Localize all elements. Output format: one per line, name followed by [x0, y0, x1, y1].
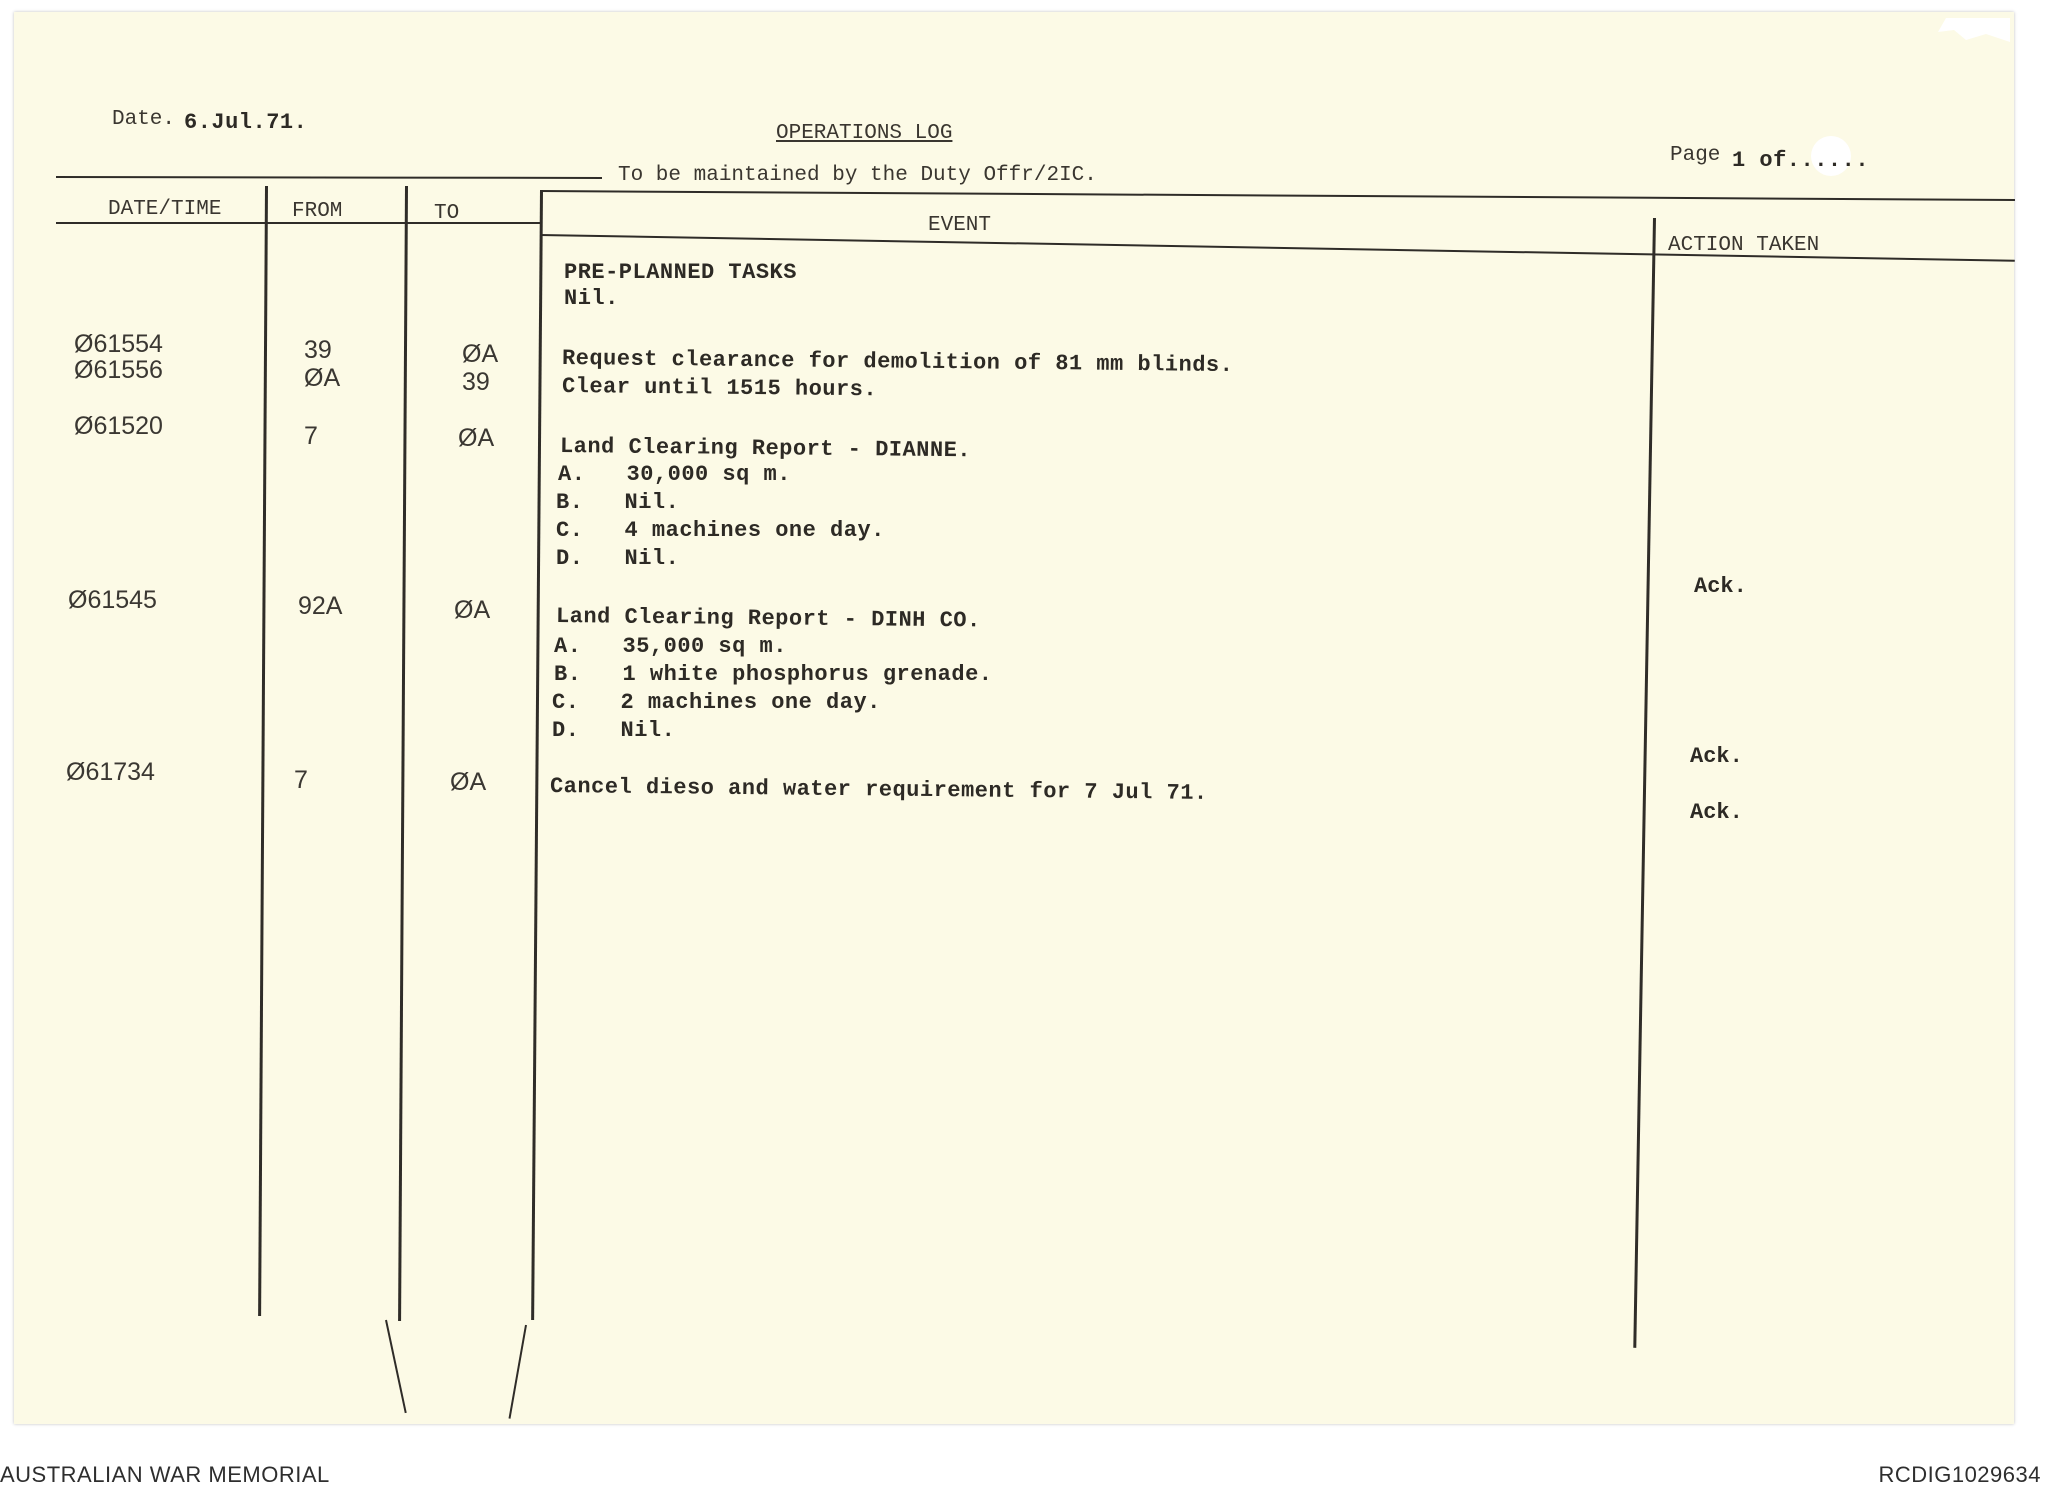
entry-from: 7: [294, 766, 308, 794]
page-number: 1 of......: [1732, 148, 1870, 173]
preplanned-value: Nil.: [564, 286, 619, 311]
entry-time: Ø61520: [74, 412, 163, 440]
torn-corner: [1930, 18, 2010, 58]
entry-event: Land Clearing Report - DIANNE.: [559, 434, 972, 464]
entry-to: ØA: [454, 596, 491, 624]
page-label: Page: [1670, 144, 1721, 167]
entry-event: Request clearance for demolition of 81 mm blinds.: [561, 346, 1234, 379]
entry-item: A. 30,000 sq m.: [558, 462, 791, 487]
entry-item: C. 4 machines one day.: [556, 518, 885, 543]
entry-time: Ø61734: [66, 758, 155, 786]
entry-event: Cancel dieso and water requirement for 7 Jul 71.: [549, 774, 1208, 806]
column-header-to: TO: [434, 202, 460, 225]
entry-item: D. Nil.: [552, 718, 676, 743]
column-header-event: EVENT: [928, 214, 992, 237]
entry-item: D. Nil.: [556, 546, 680, 571]
footer-catalogue-id: RCDIG1029634: [1878, 1462, 2041, 1487]
action-ack: Ack.: [1694, 574, 1747, 599]
entry-time: Ø61556: [74, 356, 163, 384]
entry-to: 39: [462, 368, 490, 396]
entry-from: ØA: [304, 364, 341, 392]
page-title: OPERATIONS LOG: [776, 122, 953, 145]
entry-item: B. 1 white phosphorus grenade.: [554, 662, 993, 687]
entry-event: Land Clearing Report - DINH CO.: [555, 604, 981, 634]
entry-item: C. 2 machines one day.: [552, 690, 881, 715]
footer-institution: AUSTRALIAN WAR MEMORIAL: [0, 1462, 330, 1487]
preplanned-heading: PRE-PLANNED TASKS: [564, 260, 797, 285]
entry-from: 39: [304, 336, 332, 364]
action-ack: Ack.: [1690, 800, 1743, 825]
entry-time: Ø61554: [74, 330, 163, 358]
entry-item: B. Nil.: [556, 490, 680, 515]
action-ack: Ack.: [1690, 744, 1743, 769]
date-label: Date.: [112, 108, 176, 131]
entry-time: Ø61545: [68, 586, 157, 614]
column-header-date-time: DATE/TIME: [108, 198, 222, 221]
entry-item: A. 35,000 sq m.: [554, 634, 787, 659]
entry-to: ØA: [450, 768, 487, 796]
date-value: 6.Jul.71.: [184, 110, 308, 135]
column-header-action-taken: ACTION TAKEN: [1668, 234, 1820, 257]
column-header-from: FROM: [292, 200, 343, 223]
entry-from: 92A: [298, 592, 343, 620]
page-subtitle: To be maintained by the Duty Offr/2IC.: [618, 164, 1097, 187]
entry-from: 7: [304, 422, 318, 450]
entry-event: Clear until 1515 hours.: [561, 374, 878, 403]
entry-to: ØA: [458, 424, 495, 452]
entry-to: ØA: [462, 340, 499, 368]
